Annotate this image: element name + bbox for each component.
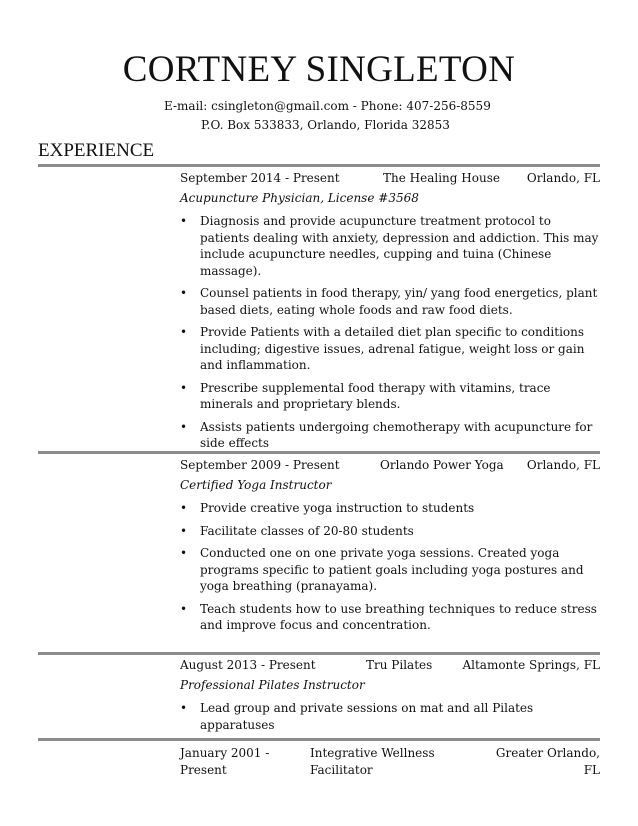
job-entry	[180, 171, 600, 458]
job-header	[180, 171, 600, 189]
bullet-item: • Diagnosis and provide acupuncture treatment protocol to patients dealing with anxiety, depression and addiction. This may include acupuncture needles, cupping and tuina (Chinese massage).	[180, 213, 600, 279]
job-location: Altamonte Springs, FL	[462, 658, 600, 672]
bullet-item: • Provide Patients with a detailed diet plan specific to conditions including; digestive issues, adrenal fatigue, weight loss or gain and inflammation.	[180, 324, 600, 374]
bullet-item: • Counsel patients in food therapy, yin/ yang food energetics, plant based diets, eating whole foods and raw food diets.	[180, 285, 600, 318]
bullet-item: • Teach students how to use breathing techniques to reduce stress and improve focus and concentration.	[180, 601, 600, 634]
bullet-item: • Facilitate classes of 20-80 students	[180, 523, 600, 540]
job-title: Professional Pilates Instructor	[180, 678, 365, 692]
job-header	[180, 458, 600, 476]
job-location: Greater Orlando, FL	[495, 746, 600, 777]
job-divider	[38, 652, 600, 655]
bullet-item: • Prescribe supplemental food therapy with vitamins, trace minerals and proprietary blends.	[180, 380, 600, 413]
bullet-item: • Conducted one on one private yoga sessions. Created yoga programs specific to patient goals including yoga postures and yoga breathing (pranayama).	[180, 545, 600, 595]
candidate-name: CORTNEY SINGLETON	[122, 49, 516, 90]
job-dates: September 2014 - Present	[180, 171, 340, 185]
job-title: Certified Yoga Instructor	[180, 478, 332, 492]
job-dates: January 2001 - Present	[180, 746, 270, 777]
contact-address: P.O. Box 533833, Orlando, Florida 32853	[201, 118, 450, 132]
job-entry	[180, 458, 600, 640]
job-employer: Tru Pilates	[366, 658, 433, 672]
bullet-item: • Assists patients undergoing chemotherapy with acupuncture for side effects	[180, 419, 600, 452]
job-bullets	[180, 700, 600, 733]
bullet-item: • Lead group and private sessions on mat and all Pilates apparatuses	[180, 700, 600, 733]
job-employer: The Healing House	[383, 171, 500, 185]
job-bullets	[180, 213, 600, 452]
job-header	[180, 658, 600, 676]
job-dates: September 2009 - Present	[180, 458, 340, 472]
job-location: Orlando, FL	[526, 458, 600, 472]
job-employer: Orlando Power Yoga	[380, 458, 504, 472]
job-dates: August 2013 - Present	[180, 658, 316, 672]
job-bullets	[180, 500, 600, 634]
job-title: Acupuncture Physician, License #3568	[180, 191, 419, 205]
section-title-experience: EXPERIENCE	[38, 140, 155, 161]
job-entry	[180, 658, 600, 739]
job-location: Orlando, FL	[526, 171, 600, 185]
job-employer: Integrative Wellness Facilitator	[310, 746, 435, 777]
contact-email-phone: E-mail: csingleton@gmail.com - Phone: 407-256-8559	[164, 99, 491, 113]
section-divider	[38, 164, 600, 167]
bullet-item: • Provide creative yoga instruction to students	[180, 500, 600, 517]
